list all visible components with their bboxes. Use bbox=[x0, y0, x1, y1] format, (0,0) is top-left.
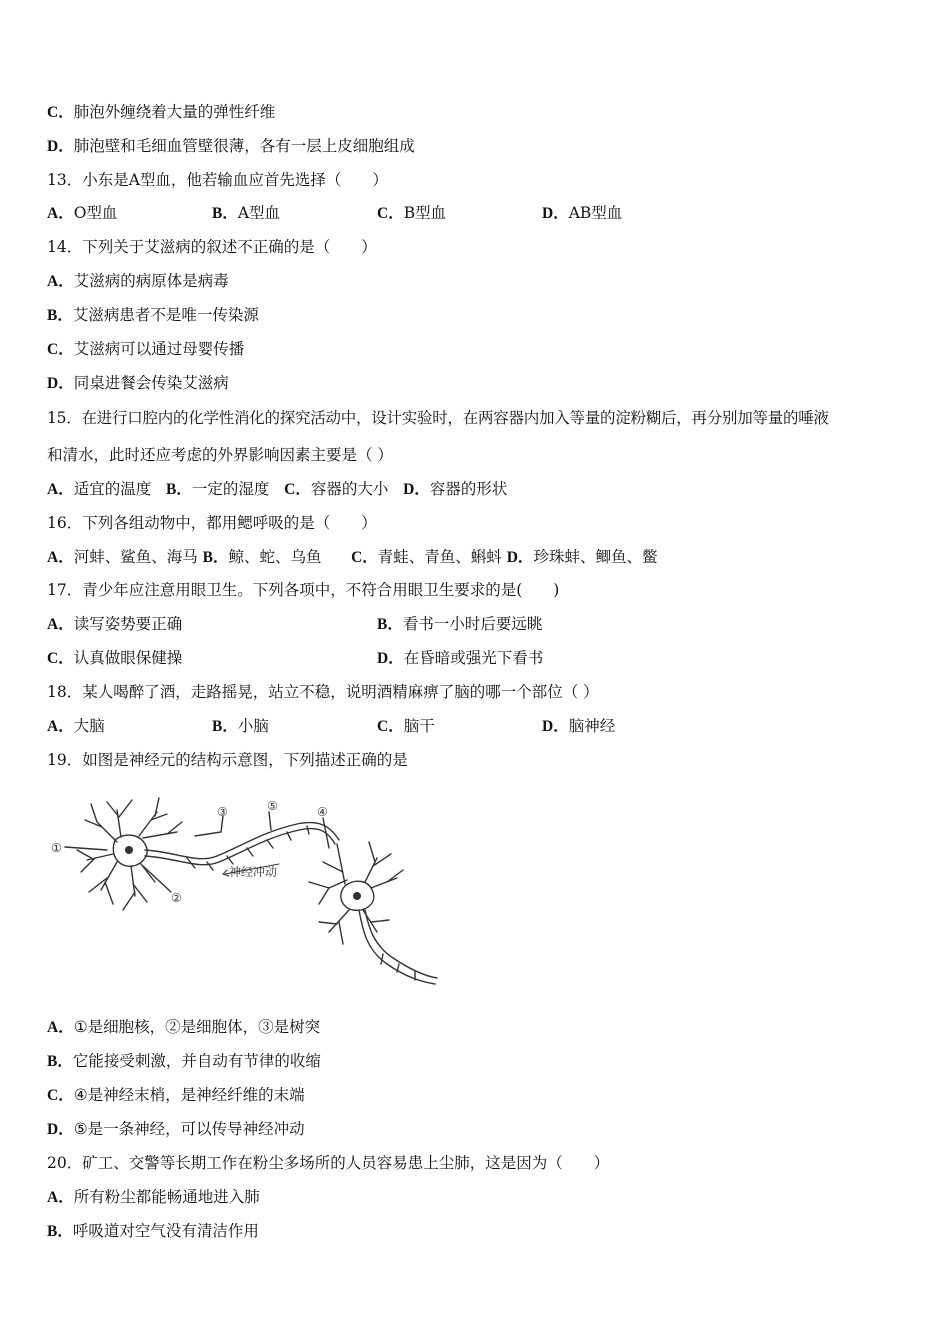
q16-stem: 16．下列各组动物中，都用鳃呼吸的是（ ） bbox=[47, 514, 377, 532]
option-text: 肺泡外缠绕着大量的弹性纤维 bbox=[73, 103, 276, 121]
q15-option-d bbox=[403, 480, 507, 498]
nucleus-dot bbox=[125, 846, 133, 854]
q19-option-b bbox=[47, 1051, 321, 1072]
q12-option-c bbox=[47, 102, 275, 123]
q18-stem: 18．某人喝醉了酒，走路摇晃，站立不稳，说明酒精麻痹了脑的哪一个部位（ ） bbox=[47, 683, 599, 701]
q14-option-b bbox=[47, 305, 259, 326]
option-label: D． bbox=[542, 205, 569, 222]
q17-options-row2 bbox=[47, 648, 907, 668]
option-label: C． bbox=[47, 341, 74, 358]
label-3: ③ bbox=[217, 805, 228, 819]
option-text: 适宜的温度 bbox=[73, 480, 152, 498]
option-text: 在昏暗或强光下看书 bbox=[403, 649, 544, 667]
q18-option-a bbox=[47, 716, 105, 737]
q14-stem: 14．下列关于艾滋病的叙述不正确的是（ ） bbox=[47, 238, 377, 256]
option-text: A型血 bbox=[237, 204, 281, 222]
option-text: ⑤是一条神经，可以传导神经冲动 bbox=[73, 1120, 305, 1138]
option-label: C． bbox=[47, 1087, 74, 1104]
q17-option-c bbox=[47, 648, 182, 669]
option-text: 呼吸道对空气没有清洁作用 bbox=[72, 1222, 259, 1240]
option-text: 艾滋病的病原体是病毒 bbox=[73, 272, 229, 290]
option-text: 河蚌、鲨鱼、海马 bbox=[73, 548, 198, 566]
q13-option-c bbox=[377, 203, 446, 224]
q16-option-d bbox=[507, 548, 658, 566]
option-text: 大脑 bbox=[73, 717, 105, 735]
option-label: B． bbox=[47, 1223, 73, 1240]
q19-option-a bbox=[47, 1017, 320, 1038]
option-label: A． bbox=[47, 481, 74, 498]
option-text: AB型血 bbox=[568, 204, 623, 222]
q12-option-d bbox=[47, 136, 415, 157]
option-label: C． bbox=[47, 104, 74, 121]
option-text: 一定的湿度 bbox=[191, 480, 270, 498]
q17-option-a bbox=[47, 614, 182, 635]
q18-options bbox=[47, 716, 907, 736]
option-text: 肺泡壁和毛细血管壁很薄，各有一层上皮细胞组成 bbox=[73, 137, 415, 155]
option-label: D． bbox=[506, 549, 534, 566]
q13-option-a bbox=[47, 203, 117, 224]
q16-options bbox=[47, 547, 657, 568]
neuron-illustration bbox=[47, 792, 442, 997]
option-text: ①是细胞核，②是细胞体，③是树突 bbox=[73, 1018, 321, 1036]
option-label: A． bbox=[47, 549, 74, 566]
option-label: D． bbox=[542, 718, 569, 735]
q16-option-c bbox=[351, 548, 502, 566]
q17-option-d bbox=[377, 648, 543, 669]
q20-stem: 20．矿工、交警等长期工作在粉尘多场所的人员容易患上尘肺，这是因为（ ） bbox=[47, 1154, 610, 1172]
option-text: 认真做眼保健操 bbox=[73, 649, 183, 667]
q15-options bbox=[47, 479, 507, 500]
option-text: 小脑 bbox=[237, 717, 269, 735]
option-label: D． bbox=[47, 375, 74, 392]
q14-option-c bbox=[47, 339, 244, 360]
option-label: A． bbox=[47, 616, 74, 633]
neuron-diagram bbox=[47, 792, 442, 997]
option-text: 同桌进餐会传染艾滋病 bbox=[73, 374, 229, 392]
option-text: 鲸、蛇、乌鱼 bbox=[228, 548, 322, 566]
option-text: 所有粉尘都能畅通地进入肺 bbox=[73, 1188, 260, 1206]
q18-option-b bbox=[212, 716, 269, 737]
option-label: C． bbox=[351, 549, 378, 566]
option-text: O型血 bbox=[73, 204, 118, 222]
option-label: D． bbox=[403, 481, 430, 498]
option-label: B． bbox=[212, 718, 238, 735]
q20-option-b bbox=[47, 1221, 259, 1242]
option-label: B． bbox=[377, 616, 403, 633]
label-4: ④ bbox=[317, 805, 328, 819]
option-label: C． bbox=[377, 205, 404, 222]
option-text: ④是神经末梢，是神经纤维的末端 bbox=[73, 1086, 305, 1104]
q13-option-d bbox=[542, 203, 622, 224]
option-text: 青蛙、青鱼、蝌蚪 bbox=[377, 548, 502, 566]
q18-option-d bbox=[542, 716, 615, 737]
option-text: 容器的形状 bbox=[429, 480, 508, 498]
option-text: 读写姿势要正确 bbox=[73, 615, 183, 633]
q15-stem-line1: 15．在进行口腔内的化学性消化的探究活动中，设计实验时，在两容器内加入等量的淀粉糊后，再分别加等量的唾液 bbox=[47, 409, 829, 427]
q15-option-a bbox=[47, 480, 151, 498]
option-label: B． bbox=[47, 1053, 73, 1070]
q13-option-b bbox=[212, 203, 280, 224]
option-label: A． bbox=[47, 273, 74, 290]
q19-stem: 19．如图是神经元的结构示意图，下列描述正确的是 bbox=[47, 751, 408, 769]
q16-option-a bbox=[47, 548, 198, 566]
label-2: ② bbox=[171, 891, 182, 905]
option-label: A． bbox=[47, 1019, 74, 1036]
option-label: C． bbox=[377, 718, 404, 735]
option-text: 容器的大小 bbox=[310, 480, 389, 498]
option-label: C． bbox=[47, 650, 74, 667]
q20-option-a bbox=[47, 1187, 260, 1208]
option-text: 艾滋病患者不是唯一传染源 bbox=[72, 306, 259, 324]
option-label: A． bbox=[47, 718, 74, 735]
option-label: D． bbox=[47, 1121, 74, 1138]
option-label: D． bbox=[47, 138, 74, 155]
q19-option-c bbox=[47, 1085, 305, 1106]
option-label: B． bbox=[202, 549, 229, 566]
option-text: 脑神经 bbox=[568, 717, 616, 735]
option-label: A． bbox=[47, 1189, 74, 1206]
option-text: 看书一小时后要远眺 bbox=[402, 615, 543, 633]
option-text: 艾滋病可以通过母婴传播 bbox=[73, 340, 245, 358]
option-label: D． bbox=[377, 650, 404, 667]
nucleus-dot bbox=[353, 892, 361, 900]
q14-option-d bbox=[47, 373, 229, 394]
option-label: C． bbox=[284, 481, 311, 498]
q17-option-b bbox=[377, 614, 542, 635]
q15-option-c bbox=[284, 480, 388, 498]
q19-option-d bbox=[47, 1119, 305, 1140]
impulse-label: 神经冲动 bbox=[229, 865, 278, 879]
q17-stem: 17．青少年应注意用眼卫生。下列各项中，不符合用眼卫生要求的是( ) bbox=[47, 581, 560, 599]
label-5: ⑤ bbox=[267, 799, 278, 813]
q18-option-c bbox=[377, 716, 435, 737]
option-text: 脑干 bbox=[403, 717, 435, 735]
option-text: 珍珠蚌、鲫鱼、鳖 bbox=[533, 548, 658, 566]
q16-option-b bbox=[203, 548, 322, 566]
option-label: B． bbox=[212, 205, 238, 222]
q13-stem: 13．小东是A型血，他若输血应首先选择（ ） bbox=[47, 171, 388, 189]
option-text: B型血 bbox=[403, 204, 447, 222]
label-1: ① bbox=[51, 841, 62, 855]
q13-options bbox=[47, 203, 907, 223]
q17-options-row1 bbox=[47, 614, 907, 634]
option-text: 它能接受刺激，并自动有节律的收缩 bbox=[72, 1052, 321, 1070]
option-label: B． bbox=[47, 307, 73, 324]
option-label: A． bbox=[47, 205, 74, 222]
option-label: B． bbox=[166, 481, 192, 498]
q15-stem-line2: 和清水，此时还应考虑的外界影响因素主要是（ ） bbox=[47, 446, 393, 464]
q14-option-a bbox=[47, 271, 229, 292]
q15-option-b bbox=[166, 480, 269, 498]
